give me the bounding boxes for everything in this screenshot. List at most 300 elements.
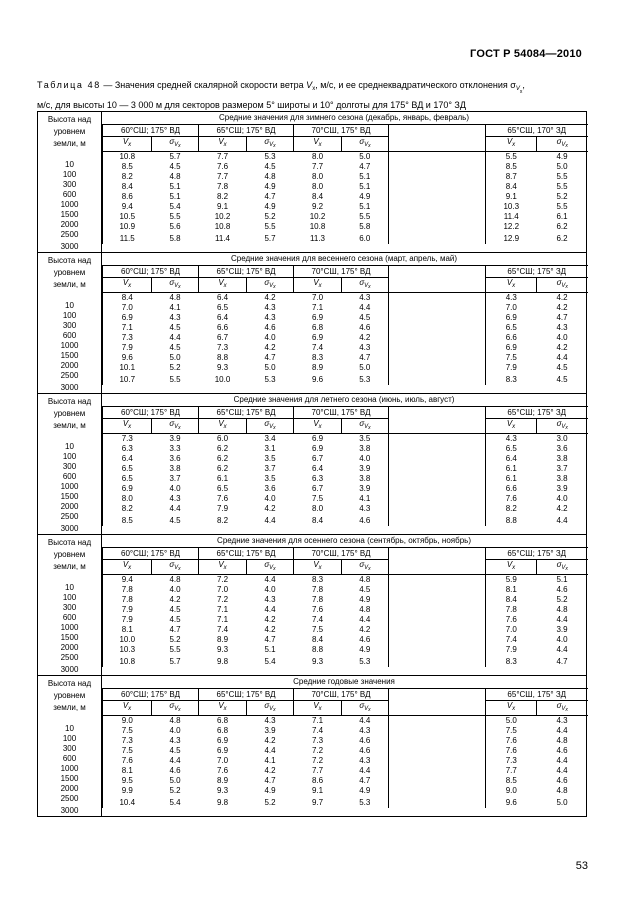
value-column — [199, 293, 247, 386]
cell-value: 4.5 — [359, 313, 371, 322]
cell-value: 9.8 — [216, 657, 229, 666]
height-value: 600 — [62, 190, 77, 199]
cell-value: 4.0 — [169, 484, 181, 493]
value-column — [294, 434, 342, 527]
cell-value: 4.4 — [359, 766, 371, 775]
cell-value: 8.3 — [505, 657, 517, 666]
cell-value: 9.8 — [216, 798, 229, 807]
cell-value: 4.3 — [264, 716, 276, 725]
cell-value: 6.2 — [556, 222, 568, 231]
height-value: 600 — [62, 613, 77, 622]
cell-value: 5.3 — [359, 798, 371, 807]
cell-value: 6.7 — [311, 454, 324, 463]
cell-value: 9.0 — [121, 716, 133, 725]
value-column — [199, 152, 247, 245]
empty-gap — [389, 266, 486, 278]
cell-value: 6.8 — [216, 716, 229, 725]
location-label: 60°СШ; 175° ВД — [103, 689, 199, 701]
cell-value: 3.9 — [359, 484, 371, 493]
value-column — [247, 575, 294, 668]
height-value: 1500 — [60, 492, 79, 501]
symbol-row — [103, 701, 588, 716]
sigma-symbol: $\sigma_{Vx}$ — [342, 137, 389, 152]
season-title: Средние значения для осеннего сезона (сентябрь, октябрь, ноябрь) — [217, 536, 471, 545]
cell-value: 6.5 — [216, 303, 229, 312]
caption-text-3: , — [522, 80, 525, 90]
cell-value: 4.3 — [169, 313, 181, 322]
sigma-symbol: $\sigma_{Vx}$ — [247, 278, 294, 293]
caption-label: Таблица 48 — [37, 80, 101, 90]
cell-value: 5.1 — [169, 192, 181, 201]
symbol-row — [103, 278, 588, 293]
cell-value: 4.2 — [556, 293, 568, 302]
height-column — [38, 535, 102, 676]
cell-value: 4.8 — [169, 172, 181, 181]
sigma-symbol: $\sigma_{Vx}$ — [342, 701, 389, 716]
cell-value: 4.7 — [359, 776, 371, 785]
cell-value: 10.8 — [119, 152, 136, 161]
cell-value: 8.2 — [121, 504, 133, 513]
cell-value: 7.8 — [216, 182, 229, 191]
sigma-symbol: $\sigma_{Vx}$ — [152, 701, 199, 716]
value-column — [537, 434, 588, 527]
season-block — [38, 535, 587, 676]
value-column — [342, 152, 389, 245]
cell-value: 6.5 — [121, 464, 133, 473]
cell-value: 6.4 — [216, 313, 229, 322]
cell-value: 6.1 — [216, 474, 229, 483]
cell-value: 3.6 — [169, 454, 181, 463]
value-column — [152, 434, 199, 527]
value-column — [342, 434, 389, 527]
cell-value: 4.1 — [359, 494, 371, 503]
location-label: 65°СШ; 175° ВД — [199, 689, 294, 701]
empty-gap — [389, 407, 486, 419]
season-title: Средние годовые значения — [293, 677, 395, 686]
cell-value: 4.2 — [264, 736, 276, 745]
sigma-symbol: $\sigma_{Vx}$ — [247, 419, 294, 434]
location-label: 65°СШ; 175° ВД — [199, 548, 294, 560]
cell-value: 6.9 — [216, 736, 229, 745]
cell-value: 8.4 — [311, 192, 324, 201]
cell-value: 10.4 — [119, 798, 136, 807]
cell-value: 3.8 — [359, 444, 371, 453]
cell-value: 4.2 — [264, 343, 276, 352]
cell-value: 10.8 — [119, 657, 136, 666]
value-column — [247, 716, 294, 809]
cell-value: 6.7 — [311, 484, 324, 493]
cell-value: 7.2 — [311, 756, 324, 765]
height-value: 2500 — [60, 371, 79, 380]
cell-value: 4.8 — [556, 736, 568, 745]
value-column — [103, 434, 152, 527]
cell-value: 7.6 — [216, 162, 229, 171]
height-value: 10 — [65, 442, 74, 451]
cell-value: 10.3 — [119, 645, 136, 654]
value-column — [103, 716, 152, 809]
location-row — [103, 266, 588, 278]
table-caption — [37, 79, 597, 112]
values-row — [103, 716, 588, 809]
cell-value: 4.3 — [359, 343, 371, 352]
cell-value: 4.4 — [359, 716, 371, 725]
cell-value: 4.8 — [169, 293, 181, 302]
sigma-symbol: $\sigma_{Vx}$ — [537, 137, 588, 152]
v-symbol: $V_x$ — [103, 701, 152, 716]
cell-value: 4.3 — [505, 293, 517, 302]
cell-value: 3.5 — [264, 454, 276, 463]
cell-value: 5.1 — [556, 575, 568, 584]
cell-value: 5.7 — [169, 152, 181, 161]
empty-gap — [389, 293, 486, 386]
season-values — [102, 547, 588, 667]
value-column — [199, 575, 247, 668]
height-value: 100 — [62, 311, 77, 320]
value-column — [294, 716, 342, 809]
caption-line-2: м/с, для высоты 10 — 3 000 м для секторов размером 5° широты и 10° долготы для 175° ВД и 170° ЗД — [37, 100, 466, 110]
cell-value: 7.4 — [311, 615, 324, 624]
cell-value: 11.4 — [503, 212, 519, 221]
height-value: 1500 — [60, 633, 79, 642]
cell-value: 6.3 — [311, 474, 324, 483]
empty-gap — [389, 152, 486, 245]
cell-value: 7.6 — [505, 494, 517, 503]
wind-speed-table — [37, 111, 587, 817]
cell-value: 8.4 — [121, 293, 133, 302]
cell-value: 4.6 — [169, 766, 181, 775]
v-symbol: $V_x$ — [294, 701, 342, 716]
cell-value: 3.8 — [556, 454, 568, 463]
location-label: 65°СШ; 175° ЗД — [486, 407, 588, 419]
cell-value: 6.9 — [505, 343, 517, 352]
cell-value: 7.7 — [505, 766, 517, 775]
height-value: 1500 — [60, 351, 79, 360]
cell-value: 12.2 — [503, 222, 520, 231]
cell-value: 8.8 — [216, 353, 229, 362]
location-label: 70°СШ, 175° ВД — [294, 689, 389, 701]
cell-value: 6.2 — [216, 464, 229, 473]
location-label: 60°СШ; 175° ВД — [103, 125, 199, 137]
location-row — [103, 125, 588, 137]
cell-value: 7.0 — [311, 293, 324, 302]
cell-value: 4.3 — [556, 716, 568, 725]
height-value: 2000 — [60, 220, 79, 229]
value-column — [247, 293, 294, 386]
cell-value: 4.5 — [169, 615, 181, 624]
cell-value: 4.3 — [505, 434, 517, 443]
cell-value: 7.7 — [311, 162, 324, 171]
cell-value: 4.7 — [264, 635, 276, 644]
values-row — [103, 434, 588, 527]
cell-value: 9.4 — [121, 575, 133, 584]
cell-value: 4.5 — [169, 323, 181, 332]
cell-value: 4.4 — [264, 746, 276, 755]
cell-value: 4.3 — [359, 726, 371, 735]
cell-value: 4.6 — [264, 323, 276, 332]
caption-v-symbol: V — [306, 80, 313, 90]
cell-value: 4.1 — [169, 303, 181, 312]
v-symbol: $V_x$ — [103, 560, 152, 575]
location-label: 70°СШ, 175° ВД — [294, 407, 389, 419]
cell-value: 4.5 — [264, 162, 276, 171]
cell-value: 7.1 — [121, 323, 133, 332]
empty-gap — [389, 560, 486, 575]
sigma-symbol: $\sigma_{Vx}$ — [537, 701, 588, 716]
caption-v-sub: x — [312, 86, 316, 92]
cell-value: 3.9 — [556, 484, 568, 493]
cell-value: 7.5 — [121, 746, 133, 755]
cell-value: 7.6 — [216, 766, 229, 775]
empty-gap — [389, 278, 486, 293]
cell-value: 5.4 — [169, 798, 181, 807]
v-symbol: $V_x$ — [486, 137, 537, 152]
cell-value: 7.0 — [121, 303, 133, 312]
height-header: Высота над уровнем земли, м — [47, 115, 92, 148]
cell-value: 7.6 — [505, 615, 517, 624]
empty-gap — [389, 716, 486, 809]
season-title: Средние значения для весеннего сезона (март, апрель, май) — [230, 254, 458, 263]
cell-value: 5.5 — [264, 222, 276, 231]
values-row — [103, 293, 588, 386]
cell-value: 3.9 — [169, 434, 181, 443]
cell-value: 7.4 — [505, 635, 517, 644]
height-column — [38, 112, 102, 253]
cell-value: 7.4 — [311, 343, 324, 352]
cell-value: 6.6 — [216, 323, 229, 332]
cell-value: 7.7 — [311, 766, 324, 775]
height-value: 300 — [62, 744, 77, 753]
sigma-symbol: $\sigma_{Vx}$ — [152, 137, 199, 152]
empty-gap — [389, 548, 486, 560]
symbol-row — [103, 137, 588, 152]
cell-value: 4.0 — [169, 726, 181, 735]
cell-value: 5.9 — [505, 575, 517, 584]
height-value: 1500 — [60, 774, 79, 783]
cell-value: 4.7 — [359, 162, 371, 171]
cell-value: 6.7 — [216, 333, 229, 342]
cell-value: 6.5 — [216, 484, 229, 493]
cell-value: 9.1 — [311, 786, 324, 795]
season-values — [102, 265, 588, 385]
empty-gap — [389, 575, 486, 668]
cell-value: 10.2 — [309, 212, 326, 221]
cell-value: 5.0 — [556, 798, 568, 807]
cell-value: 8.1 — [505, 585, 517, 594]
cell-value: 6.6 — [505, 333, 517, 342]
cell-value: 6.9 — [121, 313, 133, 322]
cell-value: 8.5 — [505, 162, 517, 171]
cell-value: 9.3 — [311, 657, 324, 666]
season-values — [102, 124, 588, 244]
cell-value: 4.6 — [359, 736, 371, 745]
cell-value: 5.3 — [264, 152, 276, 161]
cell-value: 6.9 — [121, 484, 133, 493]
value-column — [537, 716, 588, 809]
cell-value: 9.3 — [216, 645, 229, 654]
height-value: 300 — [62, 321, 77, 330]
cell-value: 8.5 — [121, 162, 133, 171]
cell-value: 7.5 — [121, 726, 133, 735]
value-column — [486, 575, 537, 668]
height-value: 1000 — [60, 341, 79, 350]
cell-value: 8.8 — [311, 645, 324, 654]
cell-value: 6.1 — [505, 464, 517, 473]
table-body — [38, 112, 587, 817]
value-column — [103, 575, 152, 668]
cell-value: 4.6 — [359, 516, 371, 525]
cell-value: 8.7 — [505, 172, 517, 181]
cell-value: 5.1 — [359, 172, 371, 181]
cell-value: 8.2 — [216, 192, 229, 201]
cell-value: 8.0 — [311, 504, 324, 513]
season-data — [102, 112, 587, 253]
cell-value: 6.2 — [556, 234, 568, 243]
cell-value: 7.4 — [311, 726, 324, 735]
v-symbol: $V_x$ — [486, 701, 537, 716]
cell-value: 4.0 — [359, 454, 371, 463]
v-symbol: $V_x$ — [486, 278, 537, 293]
cell-value: 9.6 — [505, 798, 517, 807]
cell-value: 10.9 — [119, 222, 136, 231]
cell-value: 4.4 — [359, 615, 371, 624]
cell-value: 6.9 — [216, 746, 229, 755]
season-title: Средние значения для зимнего сезона (декабрь, январь, февраль) — [219, 113, 470, 122]
cell-value: 9.3 — [216, 363, 229, 372]
cell-value: 7.4 — [216, 625, 229, 634]
cell-value: 4.3 — [359, 504, 371, 513]
cell-value: 4.8 — [169, 575, 181, 584]
sigma-symbol: $\sigma_{Vx}$ — [537, 560, 588, 575]
cell-value: 7.7 — [216, 172, 229, 181]
cell-value: 5.0 — [169, 776, 181, 785]
cell-value: 5.2 — [556, 595, 568, 604]
cell-value: 4.4 — [169, 756, 181, 765]
cell-value: 7.9 — [505, 363, 517, 372]
cell-value: 7.5 — [505, 353, 517, 362]
season-block — [38, 112, 587, 253]
height-column — [38, 253, 102, 394]
cell-value: 9.1 — [505, 192, 517, 201]
height-value: 2000 — [60, 784, 79, 793]
cell-value: 4.0 — [169, 585, 181, 594]
value-column — [199, 716, 247, 809]
cell-value: 4.4 — [556, 756, 568, 765]
cell-value: 5.8 — [359, 222, 371, 231]
cell-value: 6.9 — [311, 444, 324, 453]
cell-value: 4.7 — [264, 776, 276, 785]
season-title: Средние значения для летнего сезона (июнь, июль, август) — [233, 395, 455, 404]
season-data — [102, 394, 587, 535]
height-value: 2000 — [60, 502, 79, 511]
cell-value: 4.4 — [556, 726, 568, 735]
cell-value: 7.3 — [505, 756, 517, 765]
value-column — [199, 434, 247, 527]
cell-value: 4.6 — [359, 323, 371, 332]
cell-value: 7.6 — [505, 746, 517, 755]
cell-value: 4.4 — [556, 353, 568, 362]
height-value: 100 — [62, 170, 77, 179]
season-data — [102, 253, 587, 394]
height-header: Высота над уровнем земли, м — [47, 256, 92, 289]
cell-value: 3.9 — [264, 726, 276, 735]
cell-value: 5.2 — [556, 192, 568, 201]
document-code: ГОСТ Р 54084—2010 — [470, 48, 582, 60]
cell-value: 4.3 — [556, 323, 568, 332]
cell-value: 5.6 — [169, 222, 181, 231]
cell-value: 6.4 — [505, 454, 517, 463]
cell-value: 5.5 — [556, 182, 568, 191]
value-column — [486, 152, 537, 245]
cell-value: 8.6 — [311, 776, 324, 785]
cell-value: 4.2 — [359, 625, 371, 634]
cell-value: 4.5 — [359, 585, 371, 594]
cell-value: 5.5 — [556, 202, 568, 211]
height-value: 10 — [65, 301, 74, 310]
cell-value: 5.4 — [169, 202, 181, 211]
cell-value: 4.4 — [264, 575, 276, 584]
cell-value: 5.0 — [505, 716, 517, 725]
season-block — [38, 253, 587, 394]
cell-value: 3.6 — [556, 444, 568, 453]
sigma-symbol: $\sigma_{Vx}$ — [152, 278, 199, 293]
cell-value: 7.9 — [121, 605, 133, 614]
cell-value: 8.4 — [505, 595, 517, 604]
cell-value: 8.5 — [505, 776, 517, 785]
cell-value: 10.7 — [119, 375, 136, 384]
cell-value: 6.2 — [216, 444, 229, 453]
cell-value: 5.3 — [264, 375, 276, 384]
cell-value: 5.0 — [359, 363, 371, 372]
v-symbol: $V_x$ — [199, 701, 247, 716]
symbol-row — [103, 560, 588, 575]
cell-value: 10.8 — [214, 222, 231, 231]
cell-value: 10.0 — [119, 635, 136, 644]
cell-value: 3.7 — [556, 464, 568, 473]
cell-value: 3.7 — [169, 474, 181, 483]
cell-value: 4.2 — [169, 595, 181, 604]
cell-value: 6.9 — [311, 333, 324, 342]
cell-value: 8.3 — [311, 575, 324, 584]
v-symbol: $V_x$ — [294, 137, 342, 152]
cell-value: 4.4 — [359, 303, 371, 312]
cell-value: 4.5 — [556, 363, 568, 372]
value-column — [486, 434, 537, 527]
cell-value: 5.2 — [169, 363, 181, 372]
cell-value: 7.0 — [216, 756, 229, 765]
cell-value: 5.0 — [556, 162, 568, 171]
height-header: Высота над уровнем земли, м — [47, 679, 92, 712]
cell-value: 5.2 — [169, 635, 181, 644]
cell-value: 3.8 — [556, 474, 568, 483]
v-symbol: $V_x$ — [103, 419, 152, 434]
cell-value: 7.8 — [121, 595, 133, 604]
empty-gap — [389, 419, 486, 434]
cell-value: 6.4 — [121, 454, 133, 463]
cell-value: 7.8 — [311, 595, 324, 604]
cell-value: 3.1 — [264, 444, 276, 453]
cell-value: 4.4 — [264, 605, 276, 614]
cell-value: 9.0 — [505, 786, 517, 795]
cell-value: 7.3 — [121, 434, 133, 443]
cell-value: 5.2 — [169, 786, 181, 795]
cell-value: 4.8 — [264, 172, 276, 181]
cell-value: 5.5 — [505, 152, 517, 161]
cell-value: 4.5 — [169, 516, 181, 525]
cell-value: 4.6 — [359, 635, 371, 644]
cell-value: 7.9 — [121, 343, 133, 352]
values-row — [103, 152, 588, 245]
cell-value: 3.8 — [359, 474, 371, 483]
